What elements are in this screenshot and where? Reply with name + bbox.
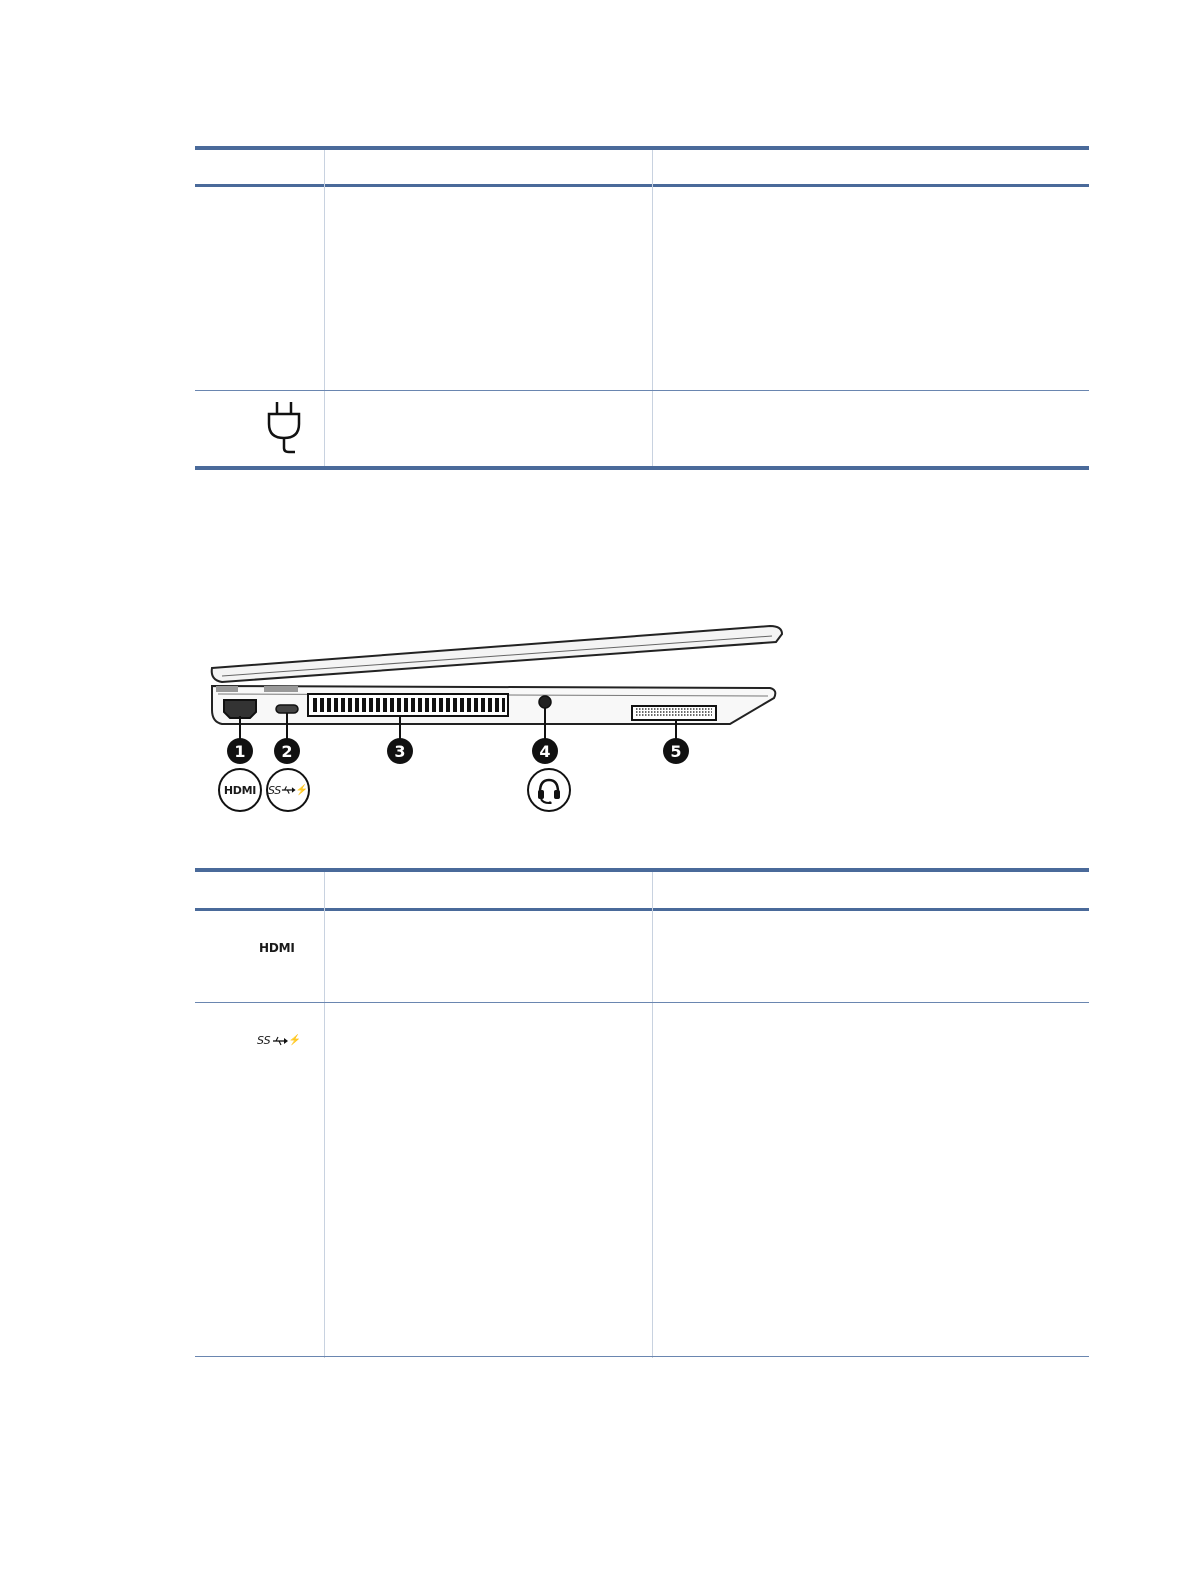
bottom-table-row-rule-2 [195,1356,1089,1357]
top-table-top-rule [195,146,1089,150]
top-table-col-sep-2 [652,150,653,468]
bottom-table-col-sep-2 [652,872,653,1358]
power-plug-icon [265,400,305,459]
power-bolt-icon: ⚡ [295,784,308,796]
top-table [195,146,1089,472]
usb-ss-power-icon: SS ⚡ [257,1034,302,1047]
usb-ss-power-badge-icon: SS ⚡ [266,768,310,812]
callout-5: 5 [663,738,689,764]
bottom-table [195,868,1089,1360]
laptop-left-side-figure [200,620,800,820]
top-table-bottom-rule [195,466,1089,470]
callout-3: 3 [387,738,413,764]
bottom-table-row-rule-1 [195,1002,1089,1003]
hdmi-badge-icon: HDMI [218,768,262,812]
bottom-table-col-sep-1 [324,872,325,1358]
power-bolt-small-icon: ⚡ [288,1035,302,1046]
top-table-col-sep-1 [324,150,325,468]
callout-2: 2 [274,738,300,764]
usb-trident-small-icon [272,1036,288,1046]
bottom-table-top-rule [195,868,1089,872]
usb-trident-icon [281,785,296,795]
hdmi-icon: HDMI [259,941,295,955]
callout-1: 1 [227,738,253,764]
bottom-table-header-rule [195,908,1089,911]
top-table-row-rule [195,390,1089,391]
headset-badge-icon [527,768,571,812]
laptop-outline [200,620,800,750]
top-table-header-rule [195,184,1089,187]
callout-4: 4 [532,738,558,764]
